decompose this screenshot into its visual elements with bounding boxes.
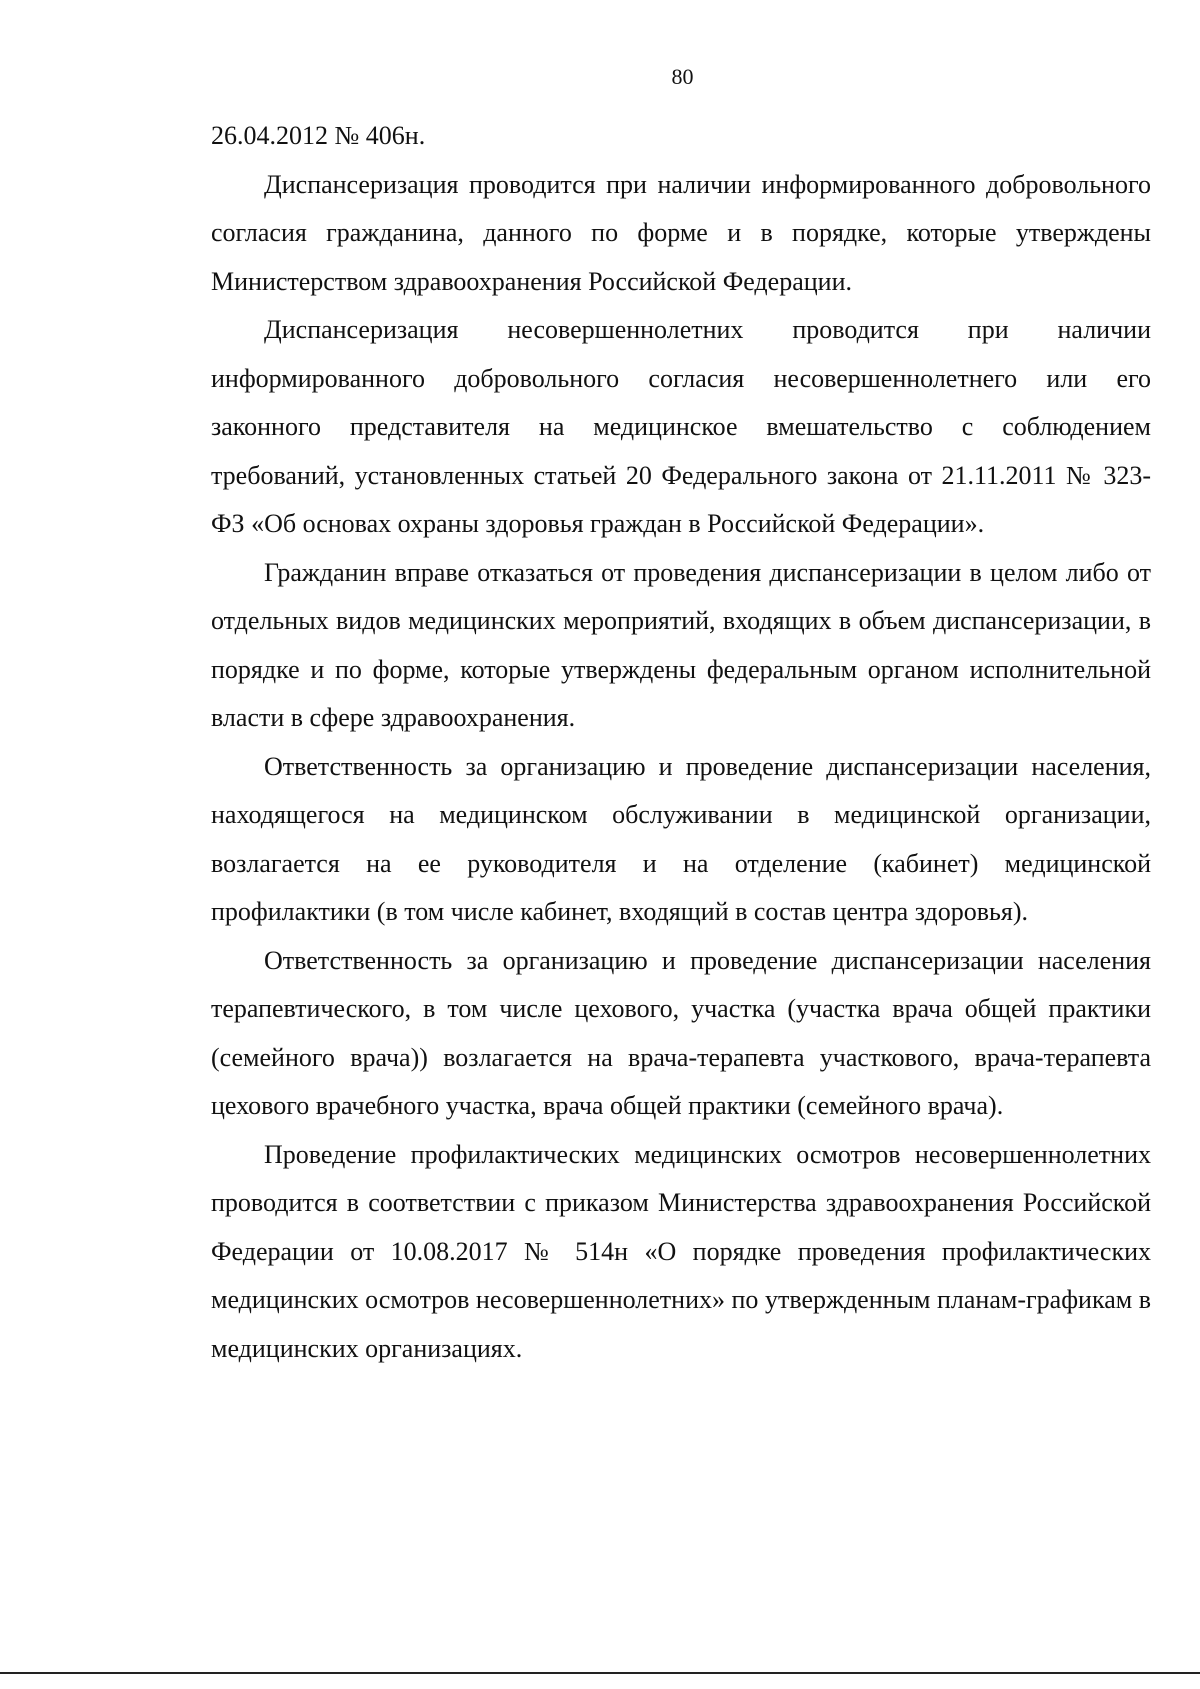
continuation-line: 26.04.2012 № 406н.	[211, 121, 426, 150]
paragraph-1: Диспансеризация проводится при наличии информированного добровольного согласия гражданина, данного по форме и в порядке, которые утверждены Министерством здравоохранения Российской Федерации.	[211, 169, 1151, 296]
body-text	[211, 112, 1151, 1373]
paragraph-5: Ответственность за организацию и проведение диспансеризации населения терапевтического, в том числе цехового, участка (участка врача общей практики (семейного врача)) возлагается на врача-терапевта участкового, врача-терапевта цехового врачебного участка, врача общей практики (семейного врача).	[211, 945, 1151, 1120]
paragraph-6: Проведение профилактических медицинских осмотров несовершеннолетних проводится в соответствии с приказом Министерства здравоохранения Российской Федерации от 10.08.2017 № 514н «О порядке проведения профилактических медицинских осмотров несовершеннолетних» по утвержденным планам-графикам в медицинских организациях.	[211, 1139, 1151, 1363]
paragraph-4: Ответственность за организацию и проведение диспансеризации населения, находящегося на медицинском обслуживании в медицинской организации, возлагается на ее руководителя и на отделение (кабинет) медицинской профилактики (в том числе кабинет, входящий в состав центра здоровья).	[211, 751, 1151, 926]
page-number: 80	[671, 64, 694, 89]
bottom-divider	[0, 1672, 1200, 1674]
paragraph-3: Гражданин вправе отказаться от проведения диспансеризации в целом либо от отдельных видов медицинских мероприятий, входящих в объем диспансеризации, в порядке и по форме, которые утверждены федеральным органом исполнительной власти в сфере здравоохранения.	[211, 557, 1151, 732]
paragraph-2: Диспансеризация несовершеннолетних проводится при наличии информированного добровольного согласия несовершеннолетнего или его законного представителя на медицинское вмешательство с соблюдением требований, установленных статьей 20 Федерального закона от 21.11.2011 № 323-ФЗ «Об основах охраны здоровья граждан в Российской Федерации».	[211, 315, 1151, 538]
